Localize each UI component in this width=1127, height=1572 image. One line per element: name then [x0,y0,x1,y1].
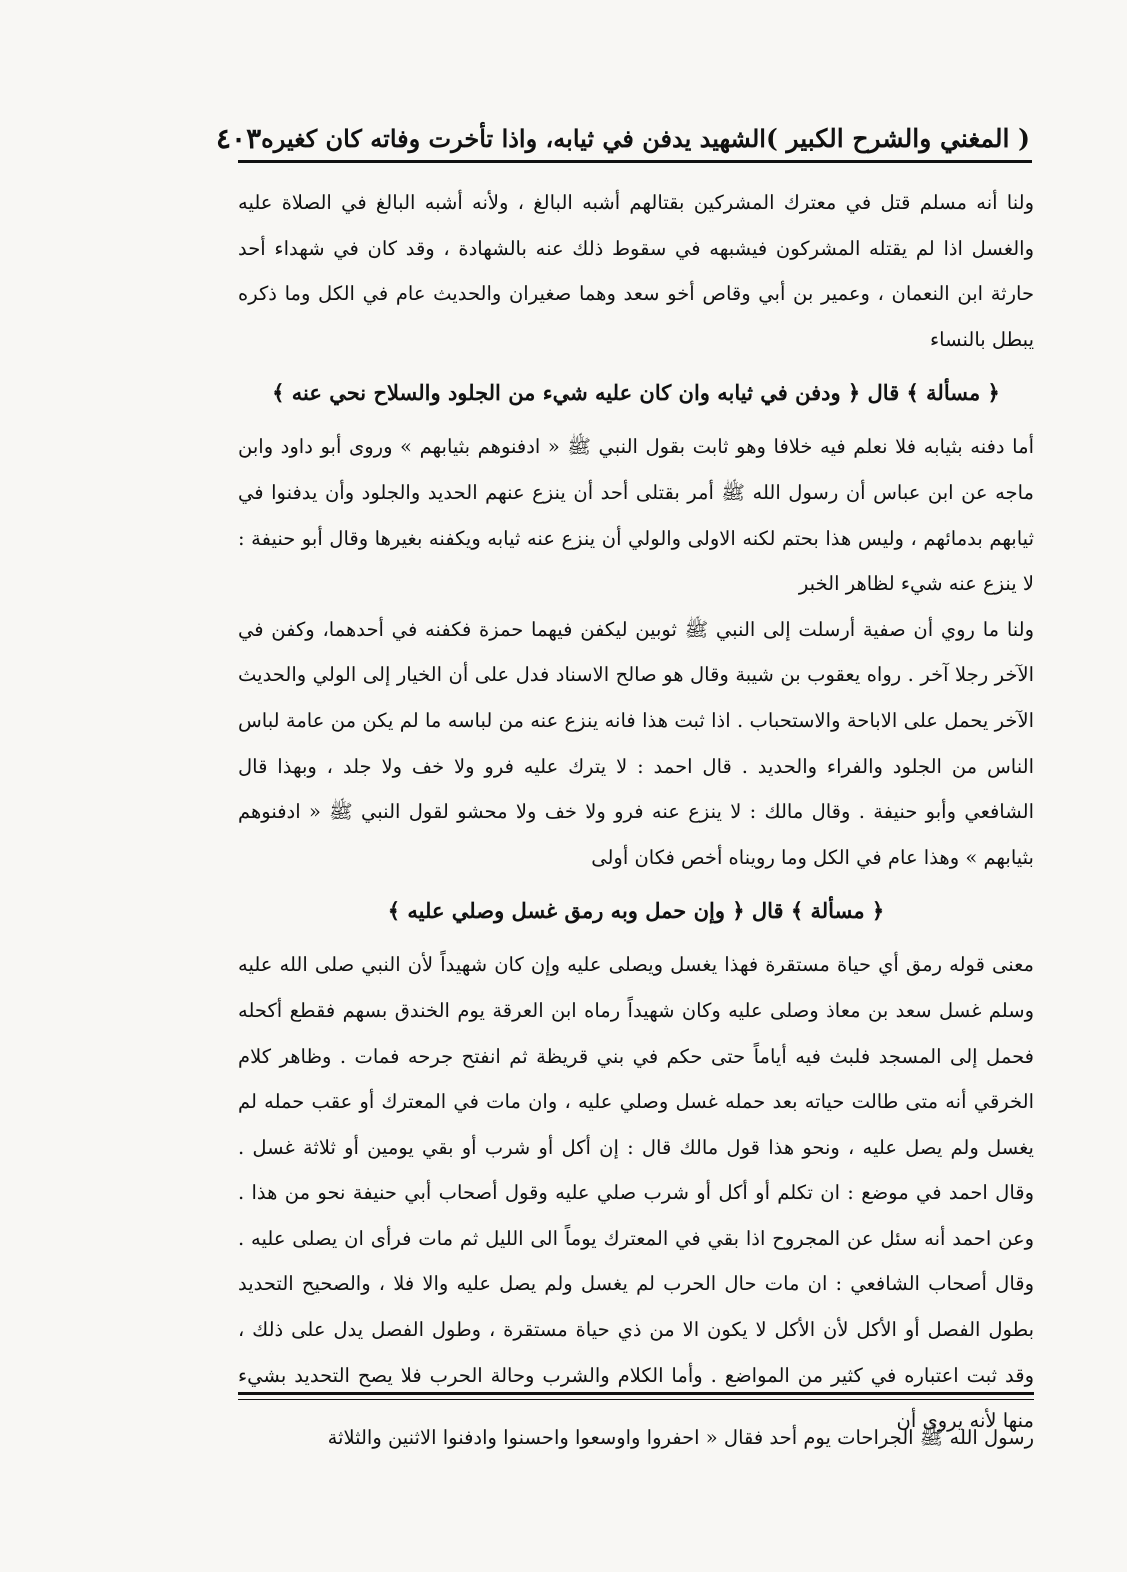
page-number: ٤٠٣ [216,121,262,155]
continuation-line: رسول الله ﷺ الجراحات يوم أحد فقال « احفروا واوسعوا واحسنوا وادفنوا الاثنين والثلاثة [327,1426,1034,1449]
book-title: ( المغني والشرح الكبير ) [765,123,1030,153]
paragraph-1: ولنا أنه مسلم قتل في معترك المشركين بقتالهم أشبه البالغ ، ولأنه أشبه البالغ في الصلاة عليه والغسل اذا لم يقتله المشركون فيشبهه في سقوط ذلك عنه بالشهادة ، وقد كان في شهداء أحد حارثة ابن النعمان ، وعمير بن أبي وقاص أخو سعد وهما صغيران والحديث عام في الكل وما ذكره يبطل بالنساء [238,191,1034,351]
main-text [238,180,1034,1444]
header-rule [238,160,1032,163]
footnote-rule [238,1392,1034,1395]
footnote-rule-thin [238,1399,1034,1400]
section-heading-1: ﴿ مسألة ﴾ قال ﴿ ودفن في ثيابه وان كان عليه شيء من الجلود والسلاح نحي عنه ﴾ [272,380,1000,406]
page-header [216,118,1030,158]
paragraph-3: ولنا ما روي أن صفية أرسلت إلى النبي ﷺ ثوبين ليكفن فيهما حمزة فكفنه في أحدهما، وكفن في الآخر رجلا آخر . رواه يعقوب بن شيبة وقال هو صالح الاسناد فدل على أن الخيار إلى الولي والحديث الآخر يحمل على الاباحة والاستحباب . اذا ثبت هذا فانه ينزع عنه من لباسه ما لم يكن من عامة لباس الناس من الجلود والفراء والحديد . قال احمد : لا يترك عليه فرو ولا خف ولا جلد ، وبهذا قال الشافعي وأبو حنيفة . وقال مالك : لا ينزع عنه فرو ولا خف ولا محشو لقول النبي ﷺ « ادفنوهم بثيابهم » وهذا عام في الكل وما رويناه أخص فكان أولى [238,617,1034,869]
running-head: الشهيد يدفن في ثيابه، واذا تأخرت وفاته كان كغيره [261,123,766,153]
section-heading-2: ﴿ مسألة ﴾ قال ﴿ وإن حمل وبه رمق غسل وصلي عليه ﴾ [387,898,885,924]
paragraph-4: معنى قوله رمق أي حياة مستقرة فهذا يغسل ويصلى عليه وإن كان شهيداً لأن النبي صلى الله عليه وسلم غسل سعد بن معاذ وصلى عليه وكان شهيداً رماه ابن العرقة يوم الخندق بسهم فقطع أكحله فحمل إلى المسجد فلبث فيه أياماً حتى حكم في بني قريظة ثم انفتح جرحه فمات . وظاهر كلام الخرقي أنه متى طالت حياته بعد حمله غسل وصلي عليه ، وان مات في المعترك أو عقب حمله لم يغسل ولم يصل عليه ، ونحو هذا قول مالك قال : إن أكل أو شرب أو بقي يومين أو ثلاثة غسل . وقال احمد في موضع : ان تكلم أو أكل أو شرب صلي عليه وقول أصحاب أبي حنيفة نحو من هذا . وعن احمد أنه سئل عن المجروح اذا بقي في المعترك يوماً الى الليل ثم مات فرأى ان يصلى عليه . وقال أصحاب الشافعي : ان مات حال الحرب لم يغسل ولم يصل عليه والا فلا ، والصحيح التحديد بطول الفصل أو الأكل لأن الأكل لا يكون الا من ذي حياة مستقرة ، وطول الفصل يدل على ذلك ، وقد ثبت اعتباره في كثير من المواضع . وأما الكلام والشرب وحالة الحرب فلا يصح التحديد بشيء منها لأنه يروى أن [238,953,1034,1433]
paragraph-2: أما دفنه بثيابه فلا نعلم فيه خلافا وهو ثابت بقول النبي ﷺ « ادفنوهم بثيابهم » وروى أبو داود وابن ماجه عن ابن عباس أن رسول الله ﷺ أمر بقتلى أحد أن ينزع عنهم الحديد والجلود وأن يدفنوا في ثيابهم بدمائهم ، وليس هذا بحتم لكنه الاولى والولي أن ينزع عنه ثيابه ويكفنه بغيرها وقال أبو حنيفة : لا ينزع عنه شيء لظاهر الخبر [238,435,1034,596]
